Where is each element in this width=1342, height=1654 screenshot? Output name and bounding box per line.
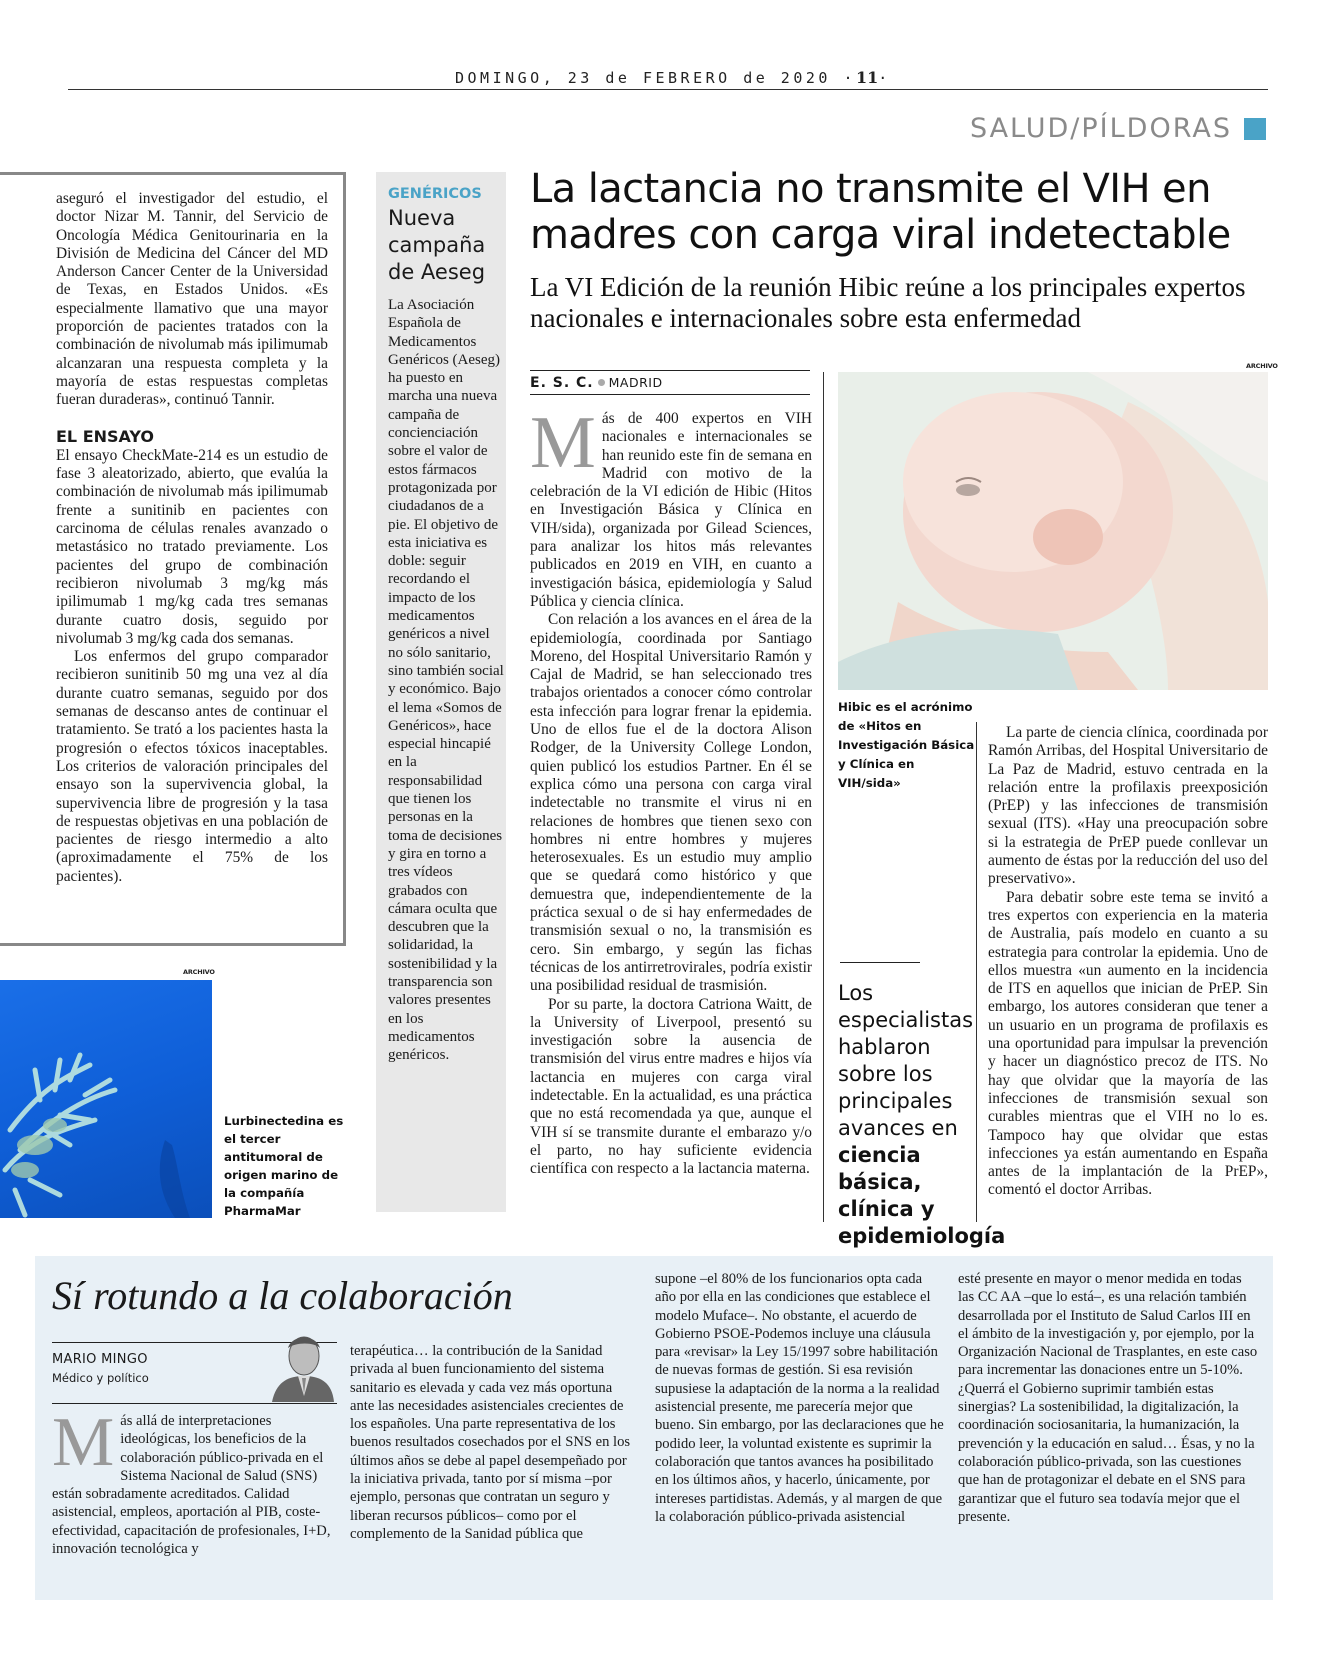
opinion-column-1	[52, 1404, 337, 1558]
article-paragraph: Para debatir sobre este tema se invitó a tres expertos con experiencia en la materia de Australia, país modelo en cuanto a su estrategia para controlar la epidemia. Uno de ellos muestra «un aumento en la incidencia de ITS en aquellos que inician de PrEP. Sin embargo, los autores consideran que tener a un usuario en un programa de profilaxis es una oportunidad para impulsar la prevención y hacer un diagnóstico precoz de ITS. No hay que olvidar que la mayoría de las infecciones de transmisión sexual son curables mientras que el VIH no lo es. Tampoco hay que olvidar que estas infecciones ya están aumentando en España antes de la implantación de la PrEP», comentó el doctor Arribas.	[988, 888, 1268, 1199]
opinion-column-2: terapéutica… la contribución de la Sanidad privada al buen funcionamiento del sistema sanitario es elevada y cada vez más oportuna ante las necesidades asistenciales crecientes de los españoles. Una parte representativa de los buenos resultados cosechados por el SNS en los últimos años se debe al papel desempeñado por la iniciativa privada, tanto por sí misma –por ejemplo, personas que contratan un seguro y liberan recursos públicos– como por el complemento de la Sanidad pública que	[350, 1343, 631, 1542]
seadragon-photo	[0, 980, 212, 1218]
genericos-text: La Asociación Española de Medicamentos Genéricos (Aeseg) ha puesto en marcha una nueva campaña de concienciación sobre el valor de estos fármacos protagonizada por ciudadanos de a pie. El objetivo de esta iniciativa es doble: seguir recordando el impacto de los medicamentos genéricos a nivel no sólo sanitario, sino también social y económico. Bajo el lema «Somos de Genéricos», hace especial hincapié en la responsabilidad que tienen los personas en la toma de decisiones y gira en torno a tres vídeos grabados con cámara oculta que descubren que la solidaridad, la sostenibilidad y la transparencia son valores presentes en los medicamentos genéricos.	[388, 297, 504, 1064]
column-rule	[976, 722, 977, 1222]
drop-cap: M	[530, 402, 596, 484]
lurbinectedina-caption: Lurbinectedina es el tercer antitumoral de origen marino de la compañía PharmaMar	[224, 1114, 344, 1218]
main-article-column-1	[530, 402, 812, 1178]
author-block	[52, 1352, 149, 1385]
left-article-subhead: EL ENSAYO	[56, 426, 155, 446]
pull-quote-bold: ciencia básica, clínica y epidemiología	[838, 1143, 1006, 1248]
seadragon-illustration	[0, 980, 212, 1218]
column-rule	[823, 372, 824, 1222]
article-paragraph: Por su parte, la doctora Catriona Waitt, de la University of Liverpool, presentó su investigación sobre la ausencia de transmisión del virus entre madres e hijos vía lactancia en mujeres con carga viral indetectable. En la actualidad, es una práctica que no está recomendada ya que, aunque el VIH sí se transmite durante el embarazo y/o el parto, no hay suficiente evidencia científica con respecto a la lactancia materna.	[530, 995, 812, 1178]
article-paragraph: La parte de ciencia clínica, coordinada por Ramón Arribas, del Hospital Universitario de La Paz de Madrid, estuvo centrada en la relación entre la profilaxis preexposición (PrEP) y las infecciones de transmisión sexual (ITS). «Hay una preocupación sobre si la estrategia de PrEP puede conllevar un aumento de éstas por la reducción del uso del preservativo».	[988, 724, 1268, 888]
article-subtitle: La VI Edición de la reunión Hibic reúne a los principales expertos nacionales e internacionales sobre esta enfermedad	[530, 272, 1246, 333]
bullet-icon	[598, 379, 605, 386]
pull-quote-rule	[840, 962, 920, 963]
left-article-paragraph: Los enfermos del grupo comparador recibieron sunitinib 50 mg una vez al día durante cuatro semanas, seguido por dos semanas de descanso antes de continuar el tratamiento. Se trató a los pacientes hasta la progresión o efectos tóxicos inaceptables. Los criterios de valoración principales del ensayo son la supervivencia global, la supervivencia libre de progresión y la tasa de respuestas objetivas en una población de pacientes de riesgo intermedio a alto (aproximadamente el 75% de los pacientes).	[56, 648, 328, 885]
article-headline: La lactancia no transmite el VIH en madres con carga viral indetectable	[530, 166, 1231, 258]
dateline	[455, 68, 891, 87]
section-label	[970, 113, 1266, 144]
article-paragraph	[530, 402, 812, 611]
section-title: SALUD/PÍLDORAS	[969, 113, 1232, 144]
opinion-column-4: esté presente en mayor o menor medida en todas las CC AA –que lo está–, es una relación también desarrollada por el Instituto de Salud Carlos III en el ámbito de la investigación y, por ejemplo, por la Organización Nacional de Trasplantes, en este caso para incrementar las donaciones entre un 5-10%. ¿Querrá el Gobierno suprimir también estas sinergias? La sostenibilidad, la digitalización, la coordinación sociosanitaria, la humanización, la prevención y la educación en salud… Ésas, y no la colaboración público-privada, son las cuestiones que han de protagonizar el debate en el SNS para garantizar que el futuro sea todavía mejor que el presente.	[958, 1271, 1258, 1525]
date-text: DOMINGO, 23 de FEBRERO de 2020	[455, 69, 831, 87]
page-number-separator: ·	[878, 69, 891, 87]
left-article	[56, 190, 328, 886]
pull-quote-text: Los especialistas hablaron sobre los principales avances en	[838, 981, 974, 1140]
byline	[530, 370, 810, 395]
photo-caption: Hibic es el acrónimo de «Hitos en Investigación Básica y Clínica en VIH/sida»	[838, 700, 975, 790]
main-article-column-2	[988, 724, 1268, 1200]
opinion-drop-cap: M	[52, 1404, 115, 1481]
opinion-paragraph-text: ás allá de interpretaciones ideológicas, los beneficios de la colaboración público-privada en el Sistema Nacional de Salud (SNS) están sobradamente acreditados. Calidad asistencial, empleos, aportación al PIB, coste-efectividad, capacitación de profesionales, I+D, innovación tecnológica y	[52, 1413, 331, 1558]
pull-quote	[838, 980, 1006, 1250]
photo-credit: ARCHIVO	[183, 968, 215, 976]
left-article-paragraph: El ensayo CheckMate-214 es un estudio de fase 3 aleatorizado, abierto, que evalúa la combinación de nivolumab más ipilimumab frente a sunitinib en pacientes con carcinoma de células renales avanzado o metastásico no tratado previamente. Los pacientes del grupo de combinación recibieron nivolumab 3 mg/kg más ipilimumab 1 mg/kg cada tres semanas durante cuatro dosis, seguido por nivolumab 3 mg/kg cada dos semanas.	[56, 446, 328, 647]
left-article-paragraph: aseguró el investigador del estudio, el doctor Nizar M. Tannir, del Servicio de Oncología Médica Genitourinaria en la División de Medicina del Cáncer del MD Anderson Cancer Center de la Universidad de Texas, en Estados Unidos. «Es especialmente llamativo que una mayor proporción de pacientes tratados con la combinación de nivolumab más ipilimumab alcanzaran una respuesta completa y la mayoría de estas respuestas completas fueran duraderas», continuó Tannir.	[56, 190, 328, 409]
genericos-brief	[388, 186, 504, 1064]
article-paragraph-text: ás de 400 expertos en VIH nacionales e internacionales se han reunido este fin de semana en Madrid con motivo de la celebración de la VI edición de Hibic (Hitos en Investigación Básica y Clínica en VIH/sida), organizada por Gilead Sciences, para analizar los hitos más relevantes publicados en 2019 en VIH, en cuanto a investigación básica, epidemiología y Salud Pública y ciencia clínica.	[530, 410, 812, 610]
genericos-title: Nueva campaña de Aeseg	[388, 206, 486, 284]
author-portrait	[268, 1330, 336, 1402]
section-square-icon	[1244, 118, 1266, 140]
page-number-separator: ·	[843, 69, 856, 87]
photo-credit: ARCHIVO	[1246, 362, 1278, 370]
opinion-title: Sí rotundo a la colaboración	[52, 1273, 513, 1318]
opinion-paragraph	[52, 1404, 337, 1558]
genericos-kicker: GENÉRICOS	[388, 186, 482, 202]
opinion-column-3: supone –el 80% de los funcionarios opta cada año por ella en las condiciones que establece el modelo Muface–. No obstante, el acuerdo de Gobierno PSOE-Podemos incluye una cláusula para «revisar» la Ley 15/1997 sobre habilitación de nuevas formas de gestión. Si esa revisión supusiese la adaptación de la norma a la realidad asistencial presente, me parecería mejor que bueno. Sin embargo, por las declaraciones que he podido leer, la voluntad existente es suprimir la colaboración que tantos avances ha posibilitado en los últimos años, y hacerlo, únicamente, por intereses partidistas. Además, y al margen de que la colaboración público-privada asistencial	[655, 1271, 944, 1525]
page-number: 11	[856, 68, 879, 87]
author-name: MARIO MINGO	[52, 1352, 148, 1367]
header-rule	[68, 89, 1268, 90]
author-role: Médico y político	[52, 1371, 149, 1385]
byline-city: MADRID	[608, 375, 663, 390]
breastfeeding-photo	[838, 372, 1268, 690]
baby-illustration	[838, 372, 1268, 690]
byline-author: E. S. C.	[530, 375, 594, 391]
author-portrait-illustration	[268, 1330, 336, 1402]
article-paragraph: Con relación a los avances en el área de la epidemiología, coordinada por Santiago Moreno, del Hospital Universitario Ramón y Cajal de Madrid, se han seleccionado tres trabajos orientados a conocer cómo controlar esta infección para lograr frenar la epidemia. Uno de ellos fue el de la doctora Alison Rodger, de la University College London, quien publicó los estudios Partner. En él se explica cómo una persona con carga viral indetectable no transmite el virus ni en relaciones de hombres que tienen sexo con hombres ni entre hombres y mujeres heterosexuales. Es un estudio muy amplio que se quedará como histórico y que demuestra que, independientemente de la práctica sexual o de si hay enfermedades de transmisión sexual o no, la transmisión es cero. Sin embargo, y según las fichas técnicas de los antirretrovirales, podría existir una posibilidad residual de trasmisión.	[530, 611, 812, 995]
